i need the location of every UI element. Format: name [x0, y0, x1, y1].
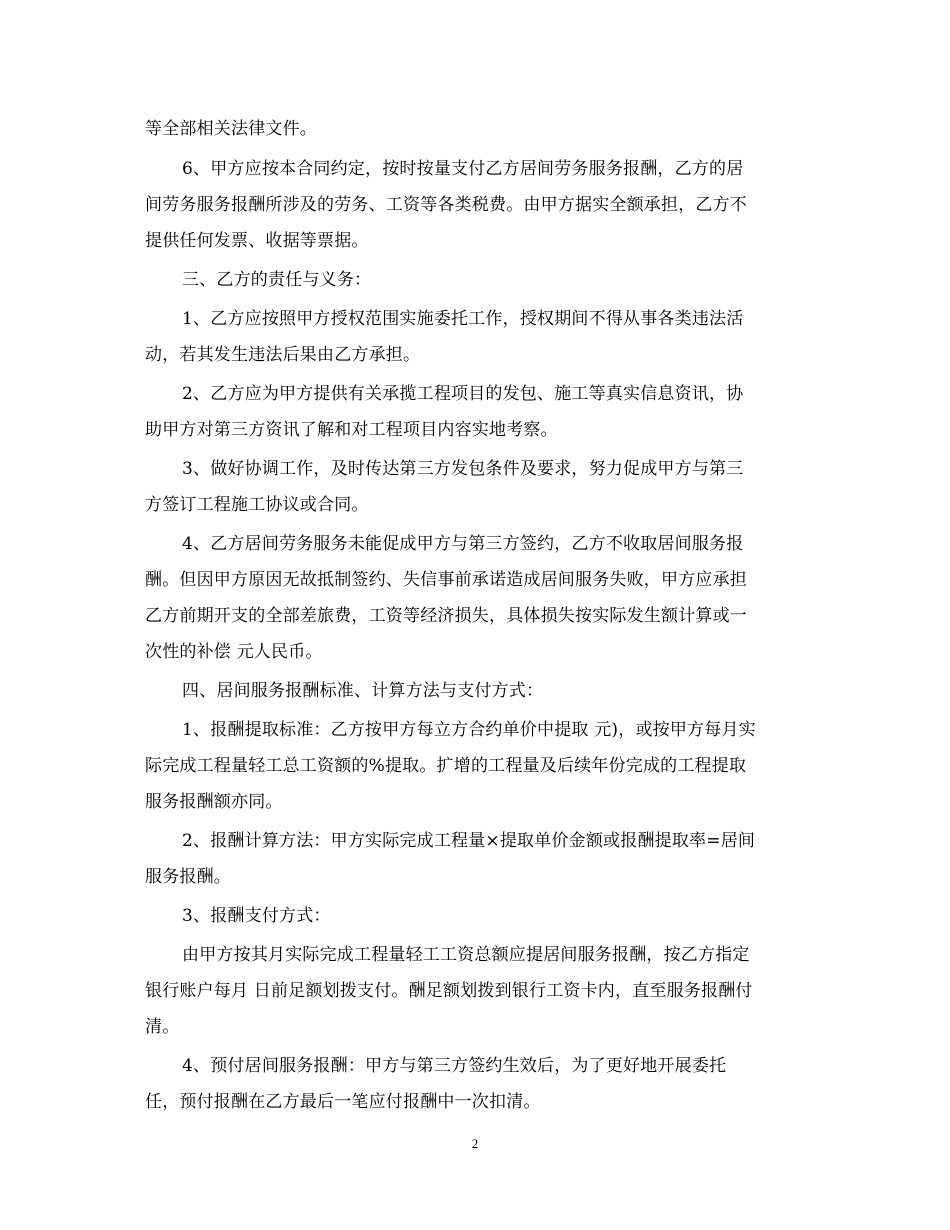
text-line: 乙方前期开支的全部差旅费，工资等经济损失，具体损失按实际发生额计算或一	[145, 606, 747, 626]
text-line: 由甲方按其月实际完成工程量轻工工资总额应提居间服务报酬，按乙方指定	[182, 945, 750, 965]
text-line: 4、乙方居间劳务服务未能促成甲方与第三方签约，乙方不收取居间服务报	[182, 534, 744, 554]
text-line: 次性的补偿 元人民币。	[145, 642, 323, 662]
text-line: 清。	[145, 1017, 180, 1037]
text-line: 酬。但因甲方原因无故抵制签约、失信事前承诺造成居间服务失败，甲方应承担	[145, 570, 747, 590]
text-line: 间劳务服务报酬所涉及的劳务、工资等各类税费。由甲方据实全额承担，乙方不	[145, 195, 747, 215]
text-line: 服务报酬额亦同。	[145, 792, 283, 812]
text-line: 方签订工程施工协议或合同。	[145, 495, 369, 515]
text-line: 提供任何发票、收据等票据。	[145, 231, 369, 251]
text-line: 助甲方对第三方资讯了解和对工程项目内容实地考察。	[145, 420, 558, 440]
text-line: 际完成工程量轻工总工资额的%提取。扩增的工程量及后续年份完成的工程提取	[145, 756, 747, 776]
text-line: 3、做好协调工作，及时传达第三方发包条件及要求，努力促成甲方与第三	[182, 459, 744, 479]
text-line: 4、预付居间服务报酬：甲方与第三方签约生效后，为了更好地开展委托	[182, 1056, 727, 1076]
text-line: 动，若其发生违法后果由乙方承担。	[145, 345, 421, 365]
text-line: 1、报酬提取标准：乙方按甲方每立方合约单价中提取 元)，或按甲方每月实	[182, 720, 756, 740]
text-line: 2、报酬计算方法：甲方实际完成工程量×提取单价金额或报酬提取率=居间	[182, 831, 756, 851]
text-line: 等全部相关法律文件。	[145, 119, 317, 139]
section-heading: 四、居间服务报酬标准、计算方法与支付方式：	[182, 681, 544, 701]
text-line: 银行账户每月 日前足额划拨支付。酬足额划拨到银行工资卡内，直至服务报酬付	[145, 981, 753, 1001]
text-line: 1、乙方应按照甲方授权范围实施委托工作，授权期间不得从事各类违法活	[182, 309, 744, 329]
section-heading: 三、乙方的责任与义务：	[182, 270, 372, 290]
page-number: 2	[471, 1136, 479, 1151]
text-line: 2、乙方应为甲方提供有关承揽工程项目的发包、施工等真实信息资讯，协	[182, 384, 744, 404]
text-line: 6、甲方应按本合同约定，按时按量支付乙方居间劳务服务报酬，乙方的居	[182, 159, 744, 179]
text-line: 3、报酬支付方式：	[182, 906, 331, 926]
text-line: 任，预付报酬在乙方最后一笔应付报酬中一次扣清。	[145, 1092, 541, 1112]
text-line: 服务报酬。	[145, 867, 231, 887]
